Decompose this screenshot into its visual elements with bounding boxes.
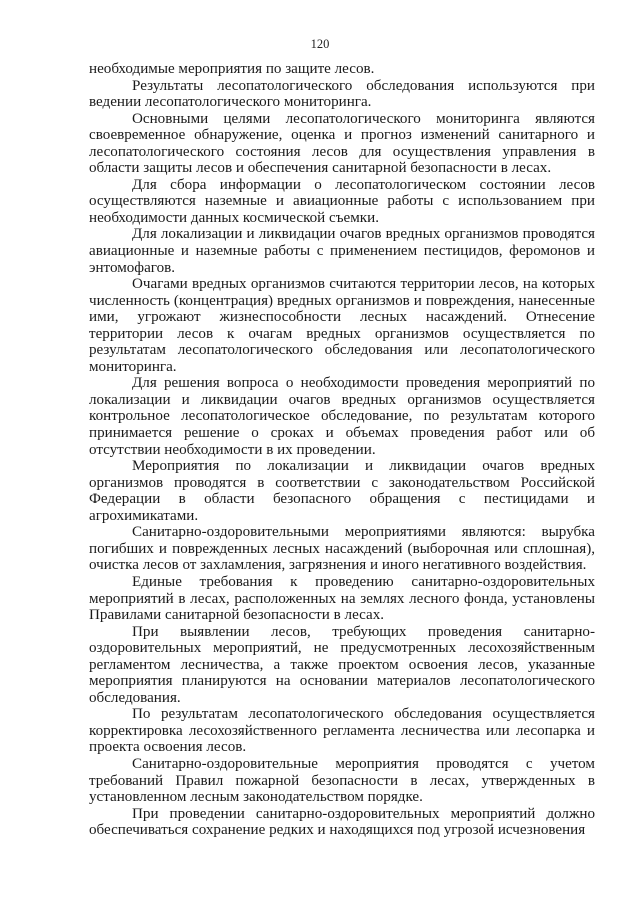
paragraph: Для решения вопроса о необходимости проведения мероприятий по локализации и ликвидации очагов вредных организмов осуществляется контрольное лесопатологическое обследование, по результатам которого принимается решение о сроках и объемах проведения работ или об отсутствии необходимости в их проведении. [89,375,595,458]
paragraph: По результатам лесопатологического обследования осуществляется корректировка лесохозяйственного регламента лесничества или лесопарка и проекта освоения лесов. [89,706,595,756]
paragraph: Санитарно-оздоровительные мероприятия проводятся с учетом требований Правил пожарной безопасности в лесах, утвержденных в установленном лесным законодательством порядке. [89,755,595,806]
paragraph: Для локализации и ликвидации очагов вредных организмов проводятся авиационные и наземные работы с применением пестицидов, феромонов и энтомофагов. [89,226,595,276]
paragraph: При проведении санитарно-оздоровительных мероприятий должно обеспечиваться сохранение редких и находящихся под угрозой исчезновения [89,805,595,839]
paragraph: Очагами вредных организмов считаются территории лесов, на которых численность (концентрация) вредных организмов и повреждения, нанесенные ими, угрожают жизнеспособности лесных насаждений. Отнесение территории лесов к очагам вредных организмов осуществляется по результатам лесопатологического обследования или лесопатологического мониторинга. [89,276,595,375]
paragraph: Мероприятия по локализации и ликвидации очагов вредных организмов проводятся в соответствии с законодательством Российской Федерации в области безопасного обращения с пестицидами и агрохимикатами. [89,458,595,524]
paragraph: Основными целями лесопатологического мониторинга являются своевременное обнаружение, оценка и прогноз изменений санитарного и лесопатологического состояния лесов для осуществления управления в области защиты лесов и обеспечения санитарной безопасности в лесах. [89,110,595,177]
paragraph: Санитарно-оздоровительными мероприятиями являются: вырубка погибших и поврежденных лесных насаждений (выборочная или сплошная), очистка лесов от захламления, загрязнения и иного негативного воздействия. [89,524,595,574]
document-body [89,61,595,839]
page-number: 120 [310,37,330,51]
paragraph: Для сбора информации о лесопатологическом состоянии лесов осуществляются наземные и авиационные работы с использованием при необходимости данных космической съемки. [89,176,595,226]
paragraph: Единые требования к проведению санитарно-оздоровительных мероприятий в лесах, расположенных на землях лесного фонда, установлены Правилами санитарной безопасности в лесах. [89,573,595,624]
paragraph: При выявлении лесов, требующих проведения санитарно-оздоровительных мероприятий, не предусмотренных лесохозяйственным регламентом лесничества, а также проектом освоения лесов, указанные мероприятия планируются на основании материалов лесопатологического обследования. [89,623,595,706]
paragraph: Результаты лесопатологического обследования используются при ведении лесопатологического мониторинга. [89,77,595,111]
paragraph: необходимые мероприятия по защите лесов. [89,61,375,77]
